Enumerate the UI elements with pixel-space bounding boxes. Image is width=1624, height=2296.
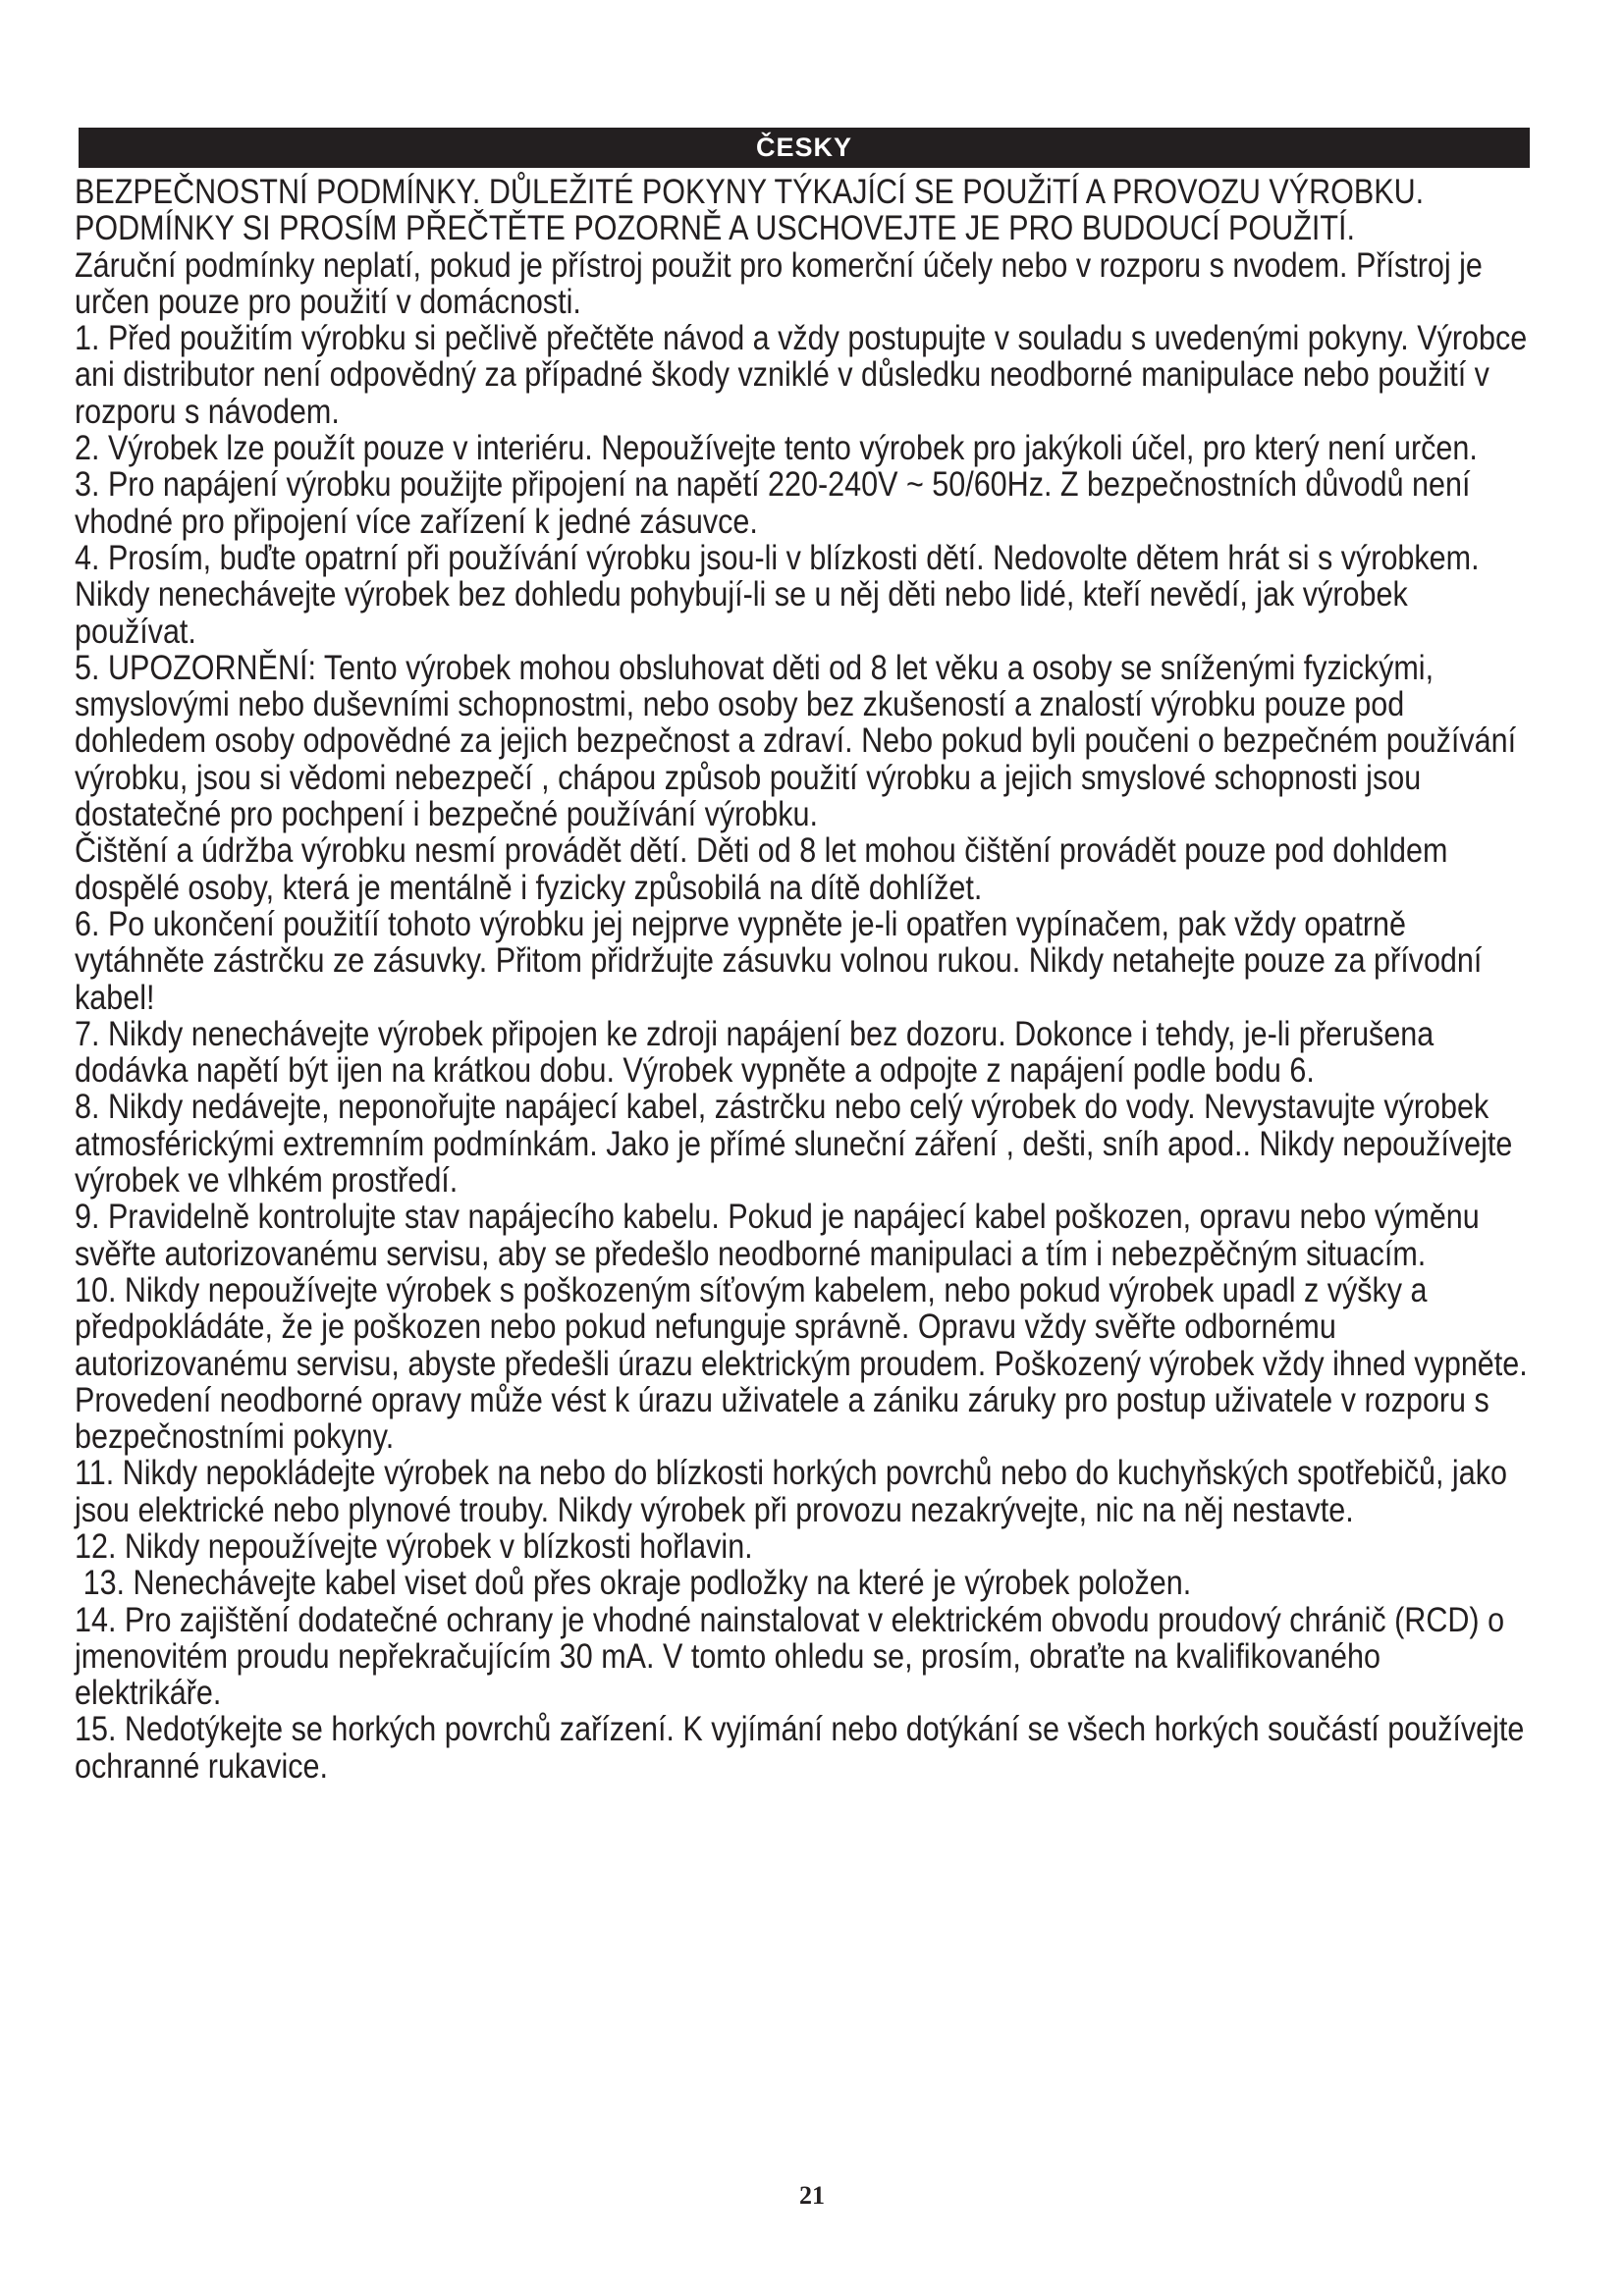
page-number: 21 xyxy=(799,2181,825,2210)
instruction-item-5: 5. UPOZORNĚNÍ: Tento výrobek mohou obsluhovat děti od 8 let věku a osoby se sníženými fyzickými, smyslovými nebo duševními schopnostmi, nebo osoby bez zkušeností a znalostí výrobku pouze pod dohledem osoby odpovědné za jejich bezpečnost a zdraví. Nebo pokud byli poučeni o bezpečném používání výrobku, jsou si vědomi nebezpečí , chápou způsob použití výrobku a jejich smyslové schopnosti jsou dostatečné pro pochpení i bezpečné používání výrobku. xyxy=(75,647,1517,834)
instruction-item-15: 15. Nedotýkejte se horkých povrchů zařízení. K vyjímání nebo dotýkání se všech horkých součástí používejte ochranné rukavice. xyxy=(75,1709,1525,1786)
safety-title: BEZPEČNOSTNÍ PODMÍNKY. DŮLEŽITÉ POKYNY TÝKAJÍCÍ SE POUŽiTÍ A PROVOZU VÝROBKU. PODMÍNKY SI PROSÍM PŘEČTĚTE POZORNĚ A USCHOVEJTE JE PRO BUDOUCÍ POUŽITÍ. xyxy=(75,172,1425,248)
instruction-item-7: 7. Nikdy nenechávejte výrobek připojen ke zdroji napájení bez dozoru. Dokonce i tehdy, je-li přerušena dodávka napětí být ijen na krátkou dobu. Výrobek vypněte a odpojte z napájení podle bodu 6. xyxy=(75,1013,1435,1091)
safety-instructions xyxy=(75,174,1531,1785)
instruction-item-8: 8. Nikdy nedávejte, neponořujte napájecí kabel, zástrčku nebo celý výrobek do vody. Nevystavujte výrobek atmosférickými extremním podmínkám. Jako je přímé sluneční záření , dešti, sníh apod.. Nikdy nepoužívejte výrobek ve vlhkém prostředí. xyxy=(75,1087,1513,1201)
instruction-item-10: 10. Nikdy nepoužívejte výrobek s poškozeným síťovým kabelem, nebo pokud výrobek upadl z výšky a předpokládáte, že je poškozen nebo pokud nefunguje správně. Opravu vždy svěřte odbornému autorizovanému servisu, abyste předešli úrazu elektrickým proudem. Poškozený výrobek vždy ihned vypněte. Provedení neodborné opravy může vést k úrazu uživatele a zániku záruky pro postup uživatele v rozporu s bezpečnostními pokyny. xyxy=(75,1269,1528,1457)
cleaning-note: Čištění a údržba výrobku nesmí provádět dětí. Děti od 8 let mohou čištění provádět pouze pod dohldem dospělé osoby, která je mentálně i fyzicky způsobilá na dítě dohlížet. xyxy=(75,830,1448,907)
instruction-item-6: 6. Po ukončení použitíí tohoto výrobku jej nejprve vypněte je-li opatřen vypínačem, pak vždy opatrně vytáhněte zástrčku ze zásuvky. Přitom přidržujte zásuvku volnou rukou. Nikdy netahejte pouze za přívodní kabel! xyxy=(75,903,1483,1017)
instruction-item-9: 9. Pravidelně kontrolujte stav napájecího kabelu. Pokud je napájecí kabel poškozen, opravu nebo výměnu svěřte autorizovanému servisu, aby se předešlo neodborné manipulaci a tím i nebezpěčným situacím. xyxy=(75,1197,1480,1273)
manual-page xyxy=(75,128,1530,1785)
language-header-bar: ČESKY xyxy=(79,128,1530,168)
instruction-item-3: 3. Pro napájení výrobku použijte připojení na napětí 220-240V ~ 50/60Hz. Z bezpečnostních důvodů není vhodné pro připojení více zařízení k jedné zásuvce. xyxy=(75,464,1471,541)
instruction-item-14: 14. Pro zajištění dodatečné ochrany je vhodné nainstalovat v elektrickém obvodu proudový chránič (RCD) o jmenovitém proudu nepřekračujícím 30 mA. V tomto ohledu se, prosím, obraťte na kvalifikovaného elektrikáře. xyxy=(75,1599,1505,1713)
instruction-item-13: 13. Nenechávejte kabel viset doů přes okraje podložky na které je výrobek položen. xyxy=(82,1563,1192,1603)
instruction-item-2: 2. Výrobek lze použít pouze v interiéru. Nepoužívejte tento výrobek pro jakýkoli účel, pro který není určen. xyxy=(75,428,1478,468)
instruction-item-12: 12. Nikdy nepoužívejte výrobek v blízkosti hořlavin. xyxy=(75,1525,753,1566)
instruction-item-4: 4. Prosím, buďte opatrní při používání výrobku jsou-li v blízkosti dětí. Nedovolte dětem hrát si s výrobkem. Nikdy nenechávejte výrobek bez dohledu pohybují-li se u něj děti nebo lidé, kteří nevědí, jak výrobek používat. xyxy=(75,537,1480,651)
warranty-note: Záruční podmínky neplatí, pokud je přístroj použit pro komerční účely nebo v rozporu s nvodem. Přístroj je určen pouze pro použití v domácnosti. xyxy=(75,244,1483,321)
instruction-item-1: 1. Před použitím výrobku si pečlivě přečtěte návod a vždy postupujte v souladu s uvedenými pokyny. Výrobce ani distributor není odpovědný za případné škody vzniklé v důsledku neodborné manipulace nebo použití v rozporu s návodem. xyxy=(75,318,1528,431)
instruction-item-11: 11. Nikdy nepokládejte výrobek na nebo do blízkosti horkých povrchů nebo do kuchyňských spotřebičů, jako jsou elektrické nebo plynové trouby. Nikdy výrobek při provozu nezakrývejte, nic na něj nestavte. xyxy=(75,1453,1507,1529)
